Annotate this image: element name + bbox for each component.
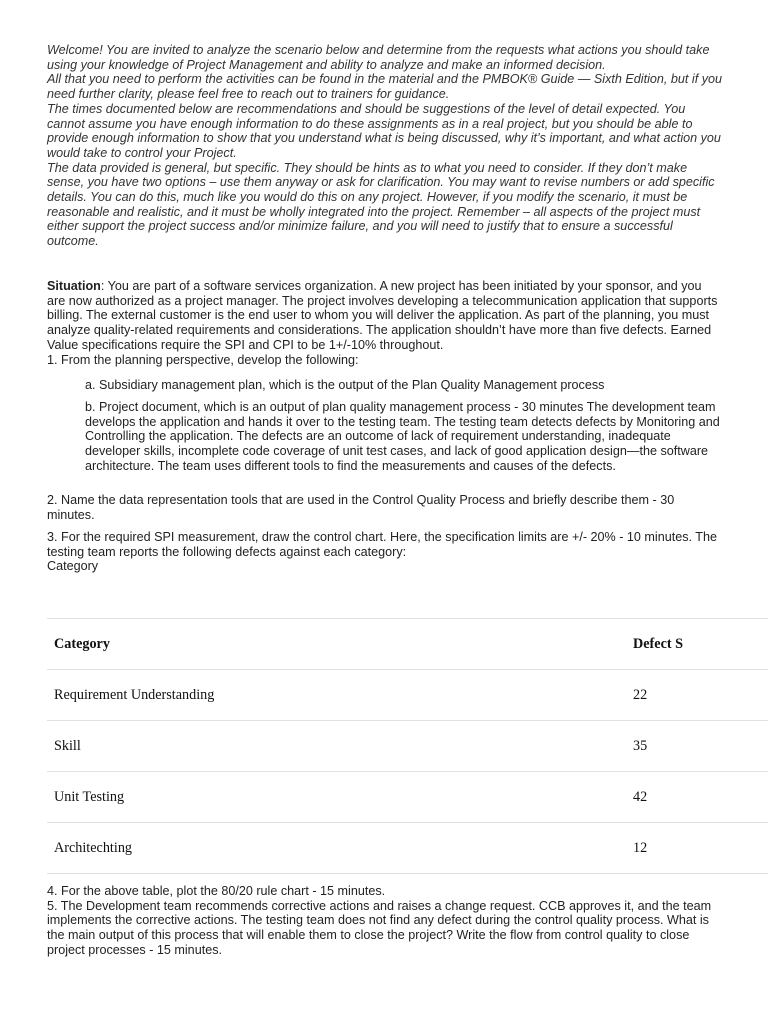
situation-paragraph	[47, 279, 723, 353]
question-1b: b. Project document, which is an output of plan quality management process - 30 minutes The development team develops the application and hands it over to the testing team. The testing team detects defects by Monitoring and Controlling the application. The defects are an outcome of lack of requirement understanding, inadequate developer skills, incomplete code coverage of unit test cases, and lack of good application design—the software architecture. The team uses different tools to find the measurements and causes of the defects.	[85, 399, 720, 473]
table-row	[47, 721, 768, 772]
intro-paragraph: Welcome! You are invited to analyze the scenario below and determine from the requests what actions you should take using your knowledge of Project Management and ability to analyze and make an informed decision.	[47, 43, 710, 72]
question-1a: a. Subsidiary management plan, which is the output of the Plan Quality Management process	[85, 378, 605, 393]
table-row	[47, 823, 768, 874]
defect-count-cell: 42	[626, 772, 768, 823]
header-category: Category	[47, 619, 626, 670]
intro-paragraph: The times documented below are recommendations and should be suggestions of the level of detail expected. You cannot assume you have enough information to do these assignments as in a real project, but you should be able to provide enough information to show that you understand what is being discussed, why it’s important, and what action you would take to control your Project.	[47, 101, 721, 160]
header-defects: Defect S	[626, 619, 768, 670]
category-cell: Architechting	[47, 823, 626, 874]
table-row	[47, 772, 768, 823]
question-5: 5. The Development team recommends corrective actions and raises a change request. CCB approves it, and the team implements the corrective actions. The testing team does not find any defect during the control quality process. What is the main output of this process that will enable them to close the project? Write the flow from control quality to close project processes - 15 minutes.	[47, 898, 712, 957]
intro-section	[47, 43, 723, 249]
intro-paragraph: The data provided is general, but specific. They should be hints as to what you need to consider. If they don’t make sense, you have two options – use them anyway or ask for clarification. You may want to revise numbers or add specific details. You can do this, much like you would do this on any project. However, if you modify the scenario, it must be reasonable and realistic, and it must be wholly integrated into the project. Remember – all aspects of the project must either support the project success and/or minimize failure, and you will need to justify that to ensure a successful outcome.	[47, 160, 715, 249]
category-cell: Unit Testing	[47, 772, 626, 823]
table-caption: Category	[47, 559, 99, 574]
situation-text: : You are part of a software services organization. A new project has been initiated by your sponsor, and you are now authorized as a project manager. The project involves developing a telecommunication application that supports billing. The external customer is the end user to whom you will deliver the application. As part of the planning, you must analyze quality-related requirements and considerations. The application shouldn’t have more than five defects. Earned Value specifications require the SPI and CPI to be 1+/-10% throughout.	[47, 279, 718, 352]
table-row	[47, 670, 768, 721]
category-cell: Skill	[47, 721, 626, 772]
closing-questions	[47, 884, 723, 958]
table-header-row	[47, 619, 768, 670]
intro-paragraph: All that you need to perform the activities can be found in the material and the PMBOK® Guide — Sixth Edition, but if you need further clarity, please feel free to reach out to trainers for guidance.	[47, 72, 723, 102]
question-1: 1. From the planning perspective, develop the following:	[47, 352, 359, 367]
question-3: 3. For the required SPI measurement, draw the control chart. Here, the specification limits are +/- 20% - 10 minutes. The testing team reports the following defects against each category:	[47, 529, 717, 559]
question-4: 4. For the above table, plot the 80/20 rule chart - 15 minutes.	[47, 884, 386, 898]
defect-count-cell: 22	[626, 670, 768, 721]
defect-count-cell: 12	[626, 823, 768, 874]
defect-count-cell: 35	[626, 721, 768, 772]
scenario-section	[47, 279, 723, 574]
situation-label: Situation	[47, 279, 101, 293]
question-2: 2. Name the data representation tools that are used in the Control Quality Process and briefly describe them - 30 minutes.	[47, 493, 675, 523]
defects-table	[47, 618, 768, 874]
category-cell: Requirement Understanding	[47, 670, 626, 721]
